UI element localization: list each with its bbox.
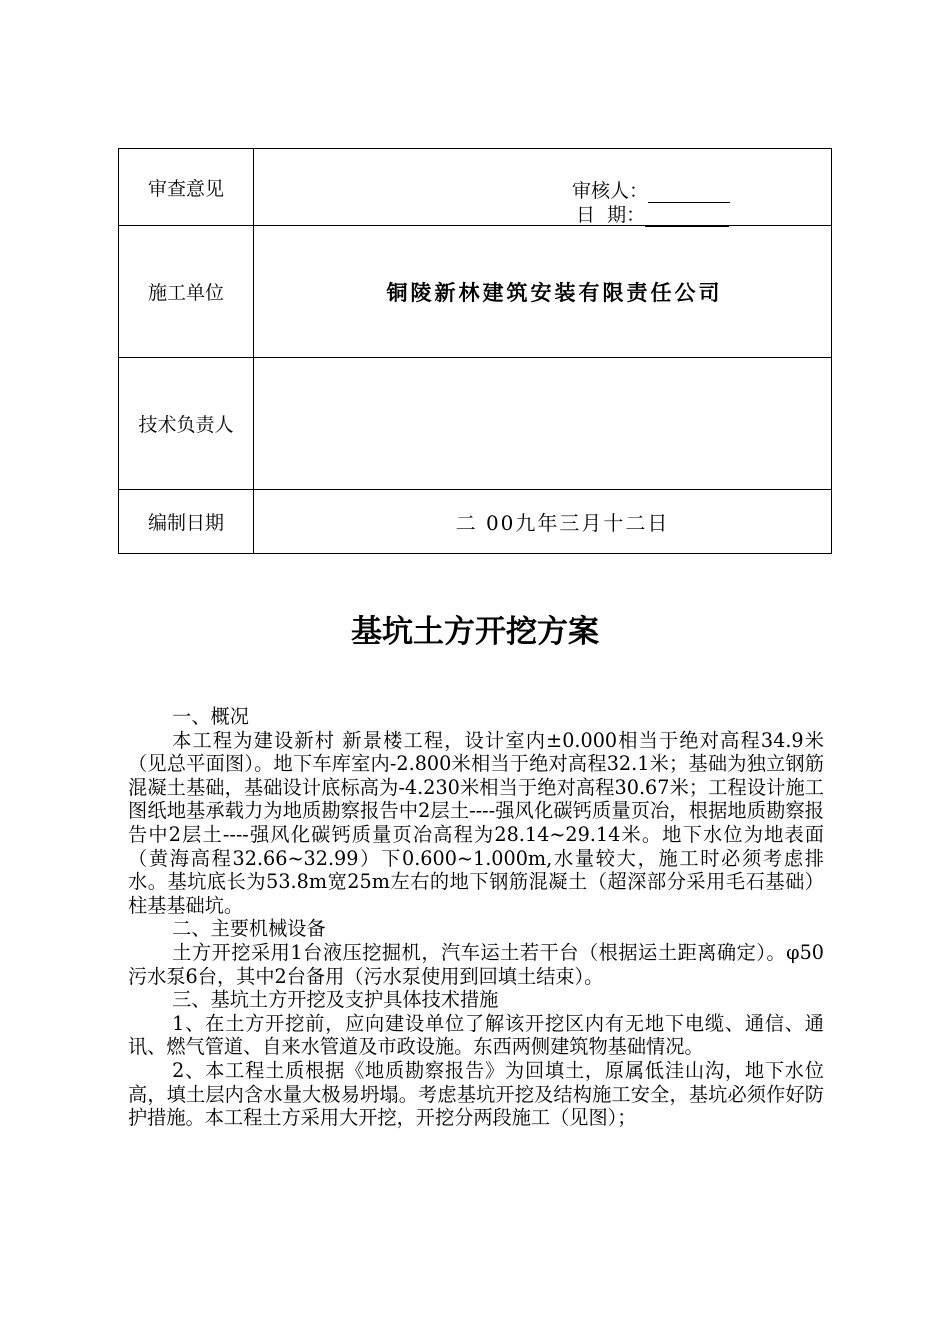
- technical-lead-row: [119, 358, 832, 490]
- company-name: 铜陵新林建筑安装有限责任公司: [254, 226, 832, 358]
- review-row: [119, 149, 832, 226]
- section-heading-overview: 一、概况: [172, 705, 249, 728]
- document-body: [128, 705, 824, 1130]
- technical-lead-label: 技术负责人: [119, 358, 254, 490]
- paragraph-measure-1: 1、在土方开挖前，应向建设单位了解该开挖区内有无地下电缆、通信、通讯、燃气管道、自来水管道及市政设施。东西两侧建筑物基础情况。: [128, 1011, 824, 1059]
- compile-date-label: 编制日期: [119, 490, 254, 554]
- document-title: 基坑土方开挖方案: [351, 614, 599, 650]
- compile-date-value: 二 00九年三月十二日: [254, 490, 832, 554]
- section-heading-measures: 三、基坑土方开挖及支护具体技术措施: [172, 988, 499, 1012]
- construction-unit-row: [119, 226, 832, 358]
- reviewer-label: 审核人：: [572, 180, 649, 202]
- review-opinion-cell: [254, 149, 832, 226]
- review-opinion-label: 审查意见: [119, 149, 254, 226]
- technical-lead-value: [254, 358, 832, 490]
- reviewer-line: [572, 176, 730, 203]
- paragraph-overview: 本工程为建设新村 新景楼工程，设计室内±0.000相当于绝对高程34.9米（见总平面图）。地下车库室内-2.800米相当于绝对高程32.1米；基础为独立钢筋混凝土基础，基础设计底标高为-4.230米相当于绝对高程30.67米；工程设计施工图纸地基承载力为地质勘察报告中2层土----强风化碳钙质量页冶，根据地质勘察报告中2层土----强风化碳钙质量页冶高程为28.14~29.14米。地下水位为地表面（黄海高程32.66~32.99）下0.600~1.000m,水量较大，施工时必须考虑排水。基坑底长为53.8m宽25m左右的地下钢筋混凝土（超深部分采用毛石基础）柱基基础坑。: [128, 728, 824, 917]
- compile-date-row: [119, 490, 832, 554]
- section-heading-equipment: 二、主要机械设备: [172, 917, 326, 941]
- construction-unit-label: 施工单位: [119, 226, 254, 358]
- paragraph-equipment: 土方开挖采用1台液压挖掘机，汽车运土若干台（根据运土距离确定）。φ50污水泵6台，其中2台备用（污水泵使用到回填土结束）。: [128, 940, 824, 988]
- review-date-label: 日 期：: [576, 204, 646, 226]
- review-date-line: [576, 200, 729, 227]
- approval-table: [118, 148, 832, 554]
- paragraph-measure-2: 2、本工程土质根据《地质勘察报告》为回填土，原属低洼山沟，地下水位高，填土层内含水量大极易坍塌。考虑基坑开挖及结构施工安全，基坑必须作好防护措施。本工程土方采用大开挖，开挖分两段施工（见图）；: [128, 1058, 824, 1130]
- review-date-blank: [645, 206, 729, 227]
